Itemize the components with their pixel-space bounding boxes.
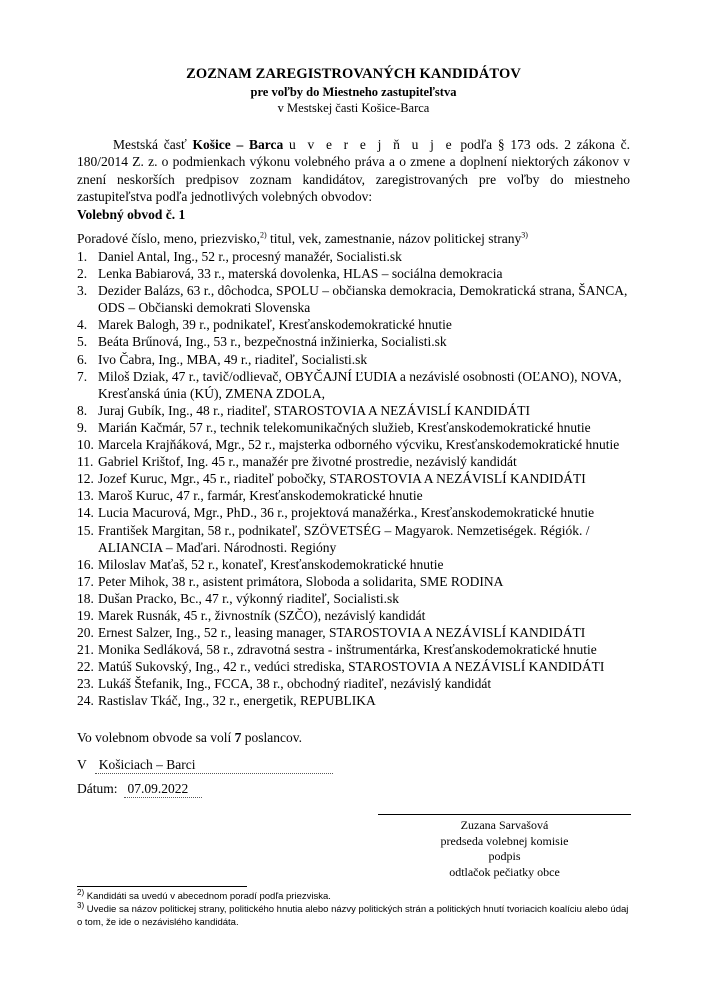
candidate-item [77,470,637,487]
candidate-text: Ernest Salzer, Ing., 52 r., leasing manager, STAROSTOVIA A NEZÁVISLÍ KANDIDÁTI [98,625,586,641]
candidate-text: Dušan Pracko, Bc., 47 r., výkonný riaditeľ, Socialisti.sk [98,590,399,606]
signature-line [378,814,631,815]
candidate-text: Monika Sedláková, 58 r., zdravotná sestra - inštrumentárka, Kresťanskodemokratické hnutie [98,642,597,658]
intro-paragraph [77,136,630,205]
date-value: 07.09.2022 [124,781,202,798]
candidate-item [77,402,637,419]
candidate-item [77,573,637,590]
candidate-text: Rastislav Tkáč, Ing., 32 r., energetik, REPUBLIKA [98,693,376,709]
candidate-number: 10. [77,437,94,453]
candidate-text: Marián Kačmár, 57 r., technik telekomunikačných služieb, Kresťanskodemokratické hnutie [98,419,591,435]
document-subtitle: pre voľby do Miestneho zastupiteľstva [250,85,457,99]
candidate-item [77,248,637,265]
candidate-item [77,556,637,573]
intro-pre: Mestská časť [113,137,187,152]
document-location: v Mestskej časti Košice-Barca [277,101,430,115]
candidate-item [77,487,637,504]
candidate-text: Dezider Balázs, 63 r., dôchodca, SPOLU – občianska demokracia, Demokratická strana, ŠANCA, ODS – Občianski demokrati Slovenska [98,283,628,316]
candidate-text: Lucia Macurová, Mgr., PhD., 36 r., projektová manažérka., Kresťanskodemokratické hnutie [98,505,595,521]
candidate-text: Beáta Brűnová, Ing., 53 r., bezpečnostná inžinierka, Socialisti.sk [98,334,447,350]
candidate-text: Maroš Kuruc, 47 r., farmár, Kresťanskodemokratické hnutie [98,488,423,504]
candidate-number: 20. [77,625,94,641]
candidate-number: 12. [77,471,94,487]
footnote-text: Kandidáti sa uvedú v abecednom poradí podľa priezviska. [86,891,331,902]
candidate-item [77,504,637,521]
candidate-text: Matúš Sukovský, Ing., 42 r., vedúci strediska, STAROSTOVIA A NEZÁVISLÍ KANDIDÁTI [98,659,605,675]
candidate-item [77,590,637,607]
candidate-text: František Margitan, 58 r., podnikateľ, SZÖVETSÉG – Magyarok. Nemzetiségek. Régiók. / ALIANCIA – Maďari. Národnosti. Regióny [98,522,590,555]
candidate-number: 24. [77,693,94,709]
candidate-item [77,453,637,470]
candidate-number: 7. [77,368,88,384]
footnote-ref-3: 3) [521,230,528,240]
candidate-item [77,641,637,658]
signature-label: podpis [488,849,521,863]
candidate-number: 18. [77,590,94,606]
candidate-item [77,436,637,453]
footnote-separator [77,886,247,887]
footnote-2 [77,887,630,904]
candidate-number: 9. [77,419,88,435]
candidate-text: Ivo Čabra, Ing., MBA, 49 r., riaditeľ, Socialisti.sk [98,351,368,367]
signatory-name: Zuzana Sarvašová [460,818,549,832]
candidate-number: 3. [77,283,88,299]
place-row [77,757,333,774]
candidate-item [77,265,637,282]
municipality-name: Košice – Barca [192,137,284,152]
column-text-b: titul, vek, zamestnanie, názov politickej strany [266,231,522,246]
candidate-item [77,419,637,436]
footnote-mark: 3) [77,900,85,910]
place-value: Košiciach – Barci [95,757,333,774]
seats-count: 7 [234,730,242,745]
candidate-number: 11. [77,454,94,470]
document-title: ZOZNAM ZAREGISTROVANÝCH KANDIDÁTOV [186,66,521,82]
signature-block [378,818,631,880]
candidate-number: 15. [77,522,94,538]
candidate-number: 13. [77,488,94,504]
candidate-item [77,692,637,709]
candidate-item [77,522,637,556]
candidate-text: Juraj Gubík, Ing., 48 r., riaditeľ, STAROSTOVIA A NEZÁVISLÍ KANDIDÁTI [98,402,530,418]
candidate-number: 4. [77,317,88,333]
stamp-label: odtlačok pečiatky obce [449,864,560,879]
candidate-text: Lukáš Štefanik, Ing., FCCA, 38 r., obchodný riaditeľ, nezávislý kandidát [98,676,492,692]
intro-rest: podľa § 173 ods. 2 zákona č. 180/2014 Z. z. o podmienkach výkonu volebného práva a o zmene a doplnení niektorých zákonov v znení neskorších predpisov zoznam kandidátov, zaregistrovaných pre voľby do miestneho zastupiteľstva podľa jednotlivých volebných obvodov: [77,137,631,204]
candidate-text: Marek Balogh, 39 r., podnikateľ, Kresťanskodemokratické hnutie [98,317,452,333]
candidate-number: 17. [77,573,94,589]
candidate-number: 16. [77,556,94,572]
footnote-mark: 2) [77,887,85,897]
district-heading: Volebný obvod č. 1 [77,207,186,222]
candidate-item [77,333,637,350]
candidate-list [77,248,637,710]
candidate-number: 5. [77,334,88,350]
summary-post: poslancov. [244,730,302,745]
column-description [77,231,528,247]
candidate-number: 1. [77,249,88,264]
summary-pre: Vo volebnom obvode sa volí [77,730,232,745]
seats-summary [77,730,302,746]
footnote-3 [77,900,630,929]
place-label: V [77,757,87,772]
candidate-number: 23. [77,676,94,692]
candidate-item [77,658,637,675]
candidate-number: 2. [77,266,88,282]
candidate-number: 19. [77,607,94,623]
candidate-number: 22. [77,659,94,675]
candidate-item [77,316,637,333]
candidate-text: Marcela Krajňáková, Mgr., 52 r., majsterka odborného výcviku, Kresťanskodemokratické hnutie [98,437,620,453]
signatory-role: predseda volebnej komisie [440,833,569,848]
candidate-text: Marek Rusnák, 45 r., živnostník (SZČO), nezávislý kandidát [98,607,426,623]
footnote-text: Uvedie sa názov politickej strany, politického hnutia alebo názvy politických strán a politických hnutí tvoriacich koalíciu alebo údaj o tom, že ide o nezávislého kandidáta. [77,904,629,928]
candidate-item [77,368,637,402]
candidate-text: Peter Mihok, 38 r., asistent primátora, Sloboda a solidarita, SME RODINA [98,573,504,589]
candidate-text: Miloslav Maťaš, 52 r., konateľ, Kresťanskodemokratické hnutie [98,556,444,572]
candidate-number: 6. [77,351,88,367]
candidate-text: Jozef Kuruc, Mgr., 45 r., riaditeľ pobočky, STAROSTOVIA A NEZÁVISLÍ KANDIDÁTI [98,471,586,487]
candidate-item [77,675,637,692]
candidate-text: Daniel Antal, Ing., 52 r., procesný manažér, Socialisti.sk [98,249,402,264]
candidate-item [77,351,637,368]
candidate-item [77,624,637,641]
date-row [77,781,202,798]
candidate-item [77,607,637,624]
candidate-number: 21. [77,642,94,658]
date-label: Dátum: [77,781,118,796]
candidate-text: Lenka Babiarová, 33 r., materská dovolenka, HLAS – sociálna demokracia [98,266,503,282]
candidate-number: 14. [77,505,94,521]
candidate-number: 8. [77,402,88,418]
candidate-text: Gabriel Krištof, Ing. 45 r., manažér pre životné prostredie, nezávislý kandidát [98,454,517,470]
candidate-item [77,282,637,316]
column-text-a: Poradové číslo, meno, priezvisko, [77,231,260,246]
candidate-text: Miloš Dziak, 47 r., tavič/odlievač, OBYČAJNÍ ĽUDIA a nezávislé osobnosti (OĽANO), NOVA, Kresťanská únia (KÚ), ZMENA ZDOLA, [98,368,622,401]
footnote-ref-2: 2) [259,230,267,240]
intro-verb: u v e r e j ň u j e [288,137,455,152]
